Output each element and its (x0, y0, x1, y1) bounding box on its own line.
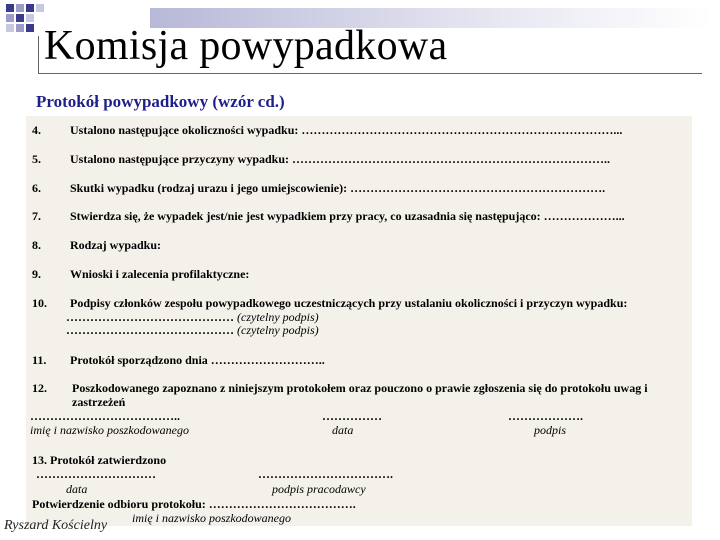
item-4-number: 4. (32, 123, 41, 137)
protocol-form (26, 116, 692, 526)
item-10-signature-line-2 (66, 324, 319, 337)
item-12-text-cont: zastrzeżeń (72, 395, 126, 409)
author-name: Ryszard Kościelny (4, 518, 108, 533)
item-5-text: Ustalono następujące przyczyny wypadku: …………………………………………………………………….. (70, 152, 611, 166)
signature-label-2: (czytelny podpis) (237, 323, 319, 337)
signature-label-1: (czytelny podpis) (237, 310, 319, 324)
item-11-text: Protokół sporządzono dnia ……………………….. (70, 353, 325, 367)
item-10-number: 10. (32, 296, 47, 310)
item-11-number: 11. (32, 353, 47, 367)
item-6-text: Skutki wypadku (rodzaj urazu i jego umiejscowienie): ………………………………………………………. (70, 181, 606, 195)
item-13-text: 13. Protokół zatwierdzono (32, 453, 167, 467)
item-13-label-employer: podpis pracodawcy (272, 482, 366, 496)
item-13-receipt: Potwierdzenie odbioru protokołu: ………………………………. (32, 497, 356, 511)
item-13-label-receipt: imię i nazwisko poszkodowanego (132, 511, 291, 525)
item-10-text: Podpisy członków zespołu powypadkowego uczestniczących przy ustalaniu okoliczności i przyczyn wypadku: (70, 296, 628, 310)
item-12-dots-date: …………… (322, 409, 382, 423)
item-7-text: Stwierdza się, że wypadek jest/nie jest wypadkiem przy pracy, co uzasadnia się następująco: ………………... (70, 209, 625, 223)
signature-dots-2: …………………………………… (66, 323, 234, 337)
item-12-label-name: imię i nazwisko poszkodowanego (30, 423, 189, 437)
item-12-number: 12. (32, 381, 47, 395)
slide-title: Komisja powypadkowa (44, 23, 448, 69)
item-8-text: Rodzaj wypadku: (70, 238, 162, 252)
item-5-number: 5. (32, 152, 41, 166)
title-divider-vertical (38, 36, 39, 74)
item-13-label-date: data (66, 482, 88, 496)
item-6-number: 6. (32, 181, 41, 195)
item-9-text: Wnioski i zalecenia profilaktyczne: (70, 267, 250, 281)
item-12-label-signature: podpis (534, 423, 567, 437)
item-13-dots-employer: ……………………………. (258, 467, 393, 481)
slide-subtitle: Protokół powypadkowy (wzór cd.) (36, 92, 285, 111)
item-12-dots-name: ……………………………….. (30, 409, 180, 423)
item-12-dots-signature: ………………. (508, 409, 583, 423)
item-8-number: 8. (32, 238, 41, 252)
title-divider-horizontal (38, 73, 702, 74)
item-12-label-date: data (332, 423, 354, 437)
item-9-number: 9. (32, 267, 41, 281)
item-12-text: Poszkodowanego zapoznano z niniejszym protokołem oraz pouczono o prawie zgłoszenia się do protokołu uwag i (72, 381, 648, 395)
item-4-text: Ustalono następujące okoliczności wypadku: ……………………………………………………………………... (70, 123, 623, 137)
item-7-number: 7. (32, 209, 41, 223)
signature-dots-1: …………………………………… (66, 310, 234, 324)
item-13-dots-date: ………………………… (36, 467, 156, 481)
